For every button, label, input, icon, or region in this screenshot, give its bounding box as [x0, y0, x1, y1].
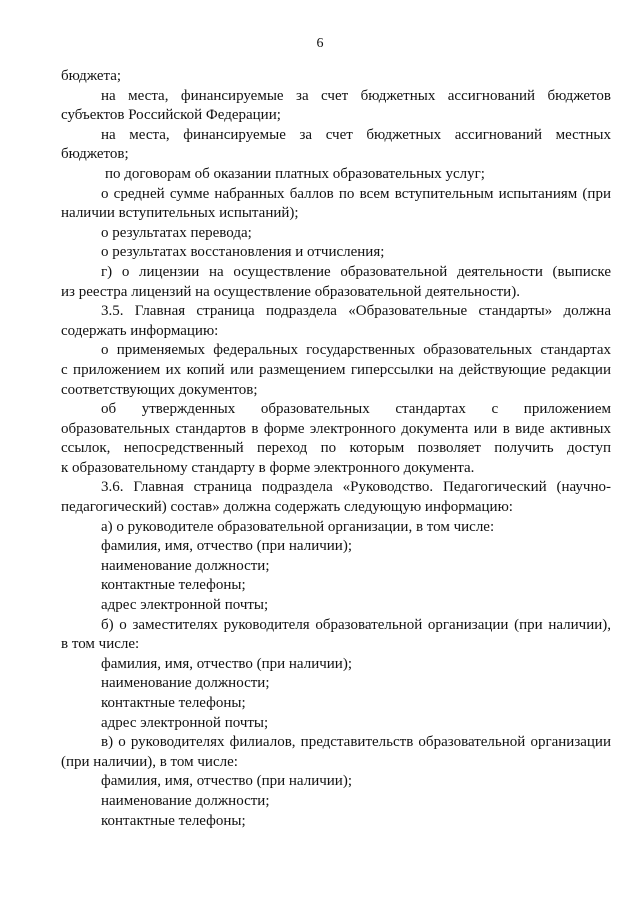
text-line: контактные телефоны;	[101, 577, 246, 594]
document-body	[61, 67, 611, 831]
text-line: о применяемых федеральных государственных образовательных стандартах	[101, 342, 611, 359]
text-line: наименование должности;	[101, 675, 270, 692]
text-line: наименование должности;	[101, 792, 270, 809]
text-line: 3.6. Главная страница подраздела «Руководство. Педагогический (научно-	[101, 479, 611, 496]
text-line: с приложением их копий или размещением гиперссылки на действующие редакции	[61, 361, 611, 378]
text-line: субъектов Российской Федерации;	[61, 107, 281, 124]
text-line: содержать информацию:	[61, 322, 219, 339]
text-line: фамилия, имя, отчество (при наличии);	[101, 773, 352, 790]
text-line: бюджетов;	[61, 146, 129, 163]
text-line: фамилия, имя, отчество (при наличии);	[101, 538, 352, 555]
text-line: о результатах перевода;	[101, 224, 252, 241]
text-line: г) о лицензии на осуществление образовательной деятельности (выписке	[101, 263, 611, 280]
text-line: ссылок, непосредственный переход по которым позволяет получить доступ	[61, 440, 611, 457]
text-line: б) о заместителях руководителя образовательной организации (при наличии),	[101, 616, 611, 633]
text-line: 3.5. Главная страница подраздела «Образовательные стандарты» должна	[101, 303, 611, 320]
text-line: из реестра лицензий на осуществление образовательной деятельности).	[61, 283, 520, 300]
text-line: а) о руководителе образовательной организации, в том числе:	[101, 518, 495, 535]
text-line: бюджета;	[61, 68, 122, 84]
text-line: на места, финансируемые за счет бюджетных ассигнований местных	[101, 126, 611, 143]
text-line: адрес электронной почты;	[101, 714, 269, 731]
text-line: о средней сумме набранных баллов по всем вступительным испытаниям (при	[101, 185, 611, 202]
text-line: в) о руководителях филиалов, представительств образовательной организации	[101, 734, 611, 751]
text-line: контактные телефоны;	[101, 695, 246, 711]
text-line: к образовательному стандарту в форме электронного документа.	[61, 459, 475, 476]
text-line: образовательных стандартов в форме электронного документа или в виде активных	[61, 420, 611, 437]
text-line: наименование должности;	[101, 557, 270, 574]
text-line: соответствующих документов;	[61, 381, 258, 398]
page-number: 6	[316, 36, 324, 51]
text-line: педагогический) состав» должна содержать следующую информацию:	[61, 499, 513, 516]
text-line: на места, финансируемые за счет бюджетных ассигнований бюджетов	[101, 87, 611, 104]
text-line: (при наличии), в том числе:	[61, 753, 238, 770]
text-line: контактные телефоны;	[101, 812, 246, 829]
text-line: фамилия, имя, отчество (при наличии);	[101, 655, 352, 672]
text-line: об утвержденных образовательных стандартах с приложением	[101, 401, 611, 418]
text-line: по договорам об оказании платных образовательных услуг;	[105, 165, 485, 182]
text-line: наличии вступительных испытаний);	[61, 205, 299, 222]
text-line: о результатах восстановления и отчисления;	[101, 244, 385, 261]
text-line: адрес электронной почты;	[101, 597, 269, 614]
text-line: в том числе:	[61, 636, 140, 653]
